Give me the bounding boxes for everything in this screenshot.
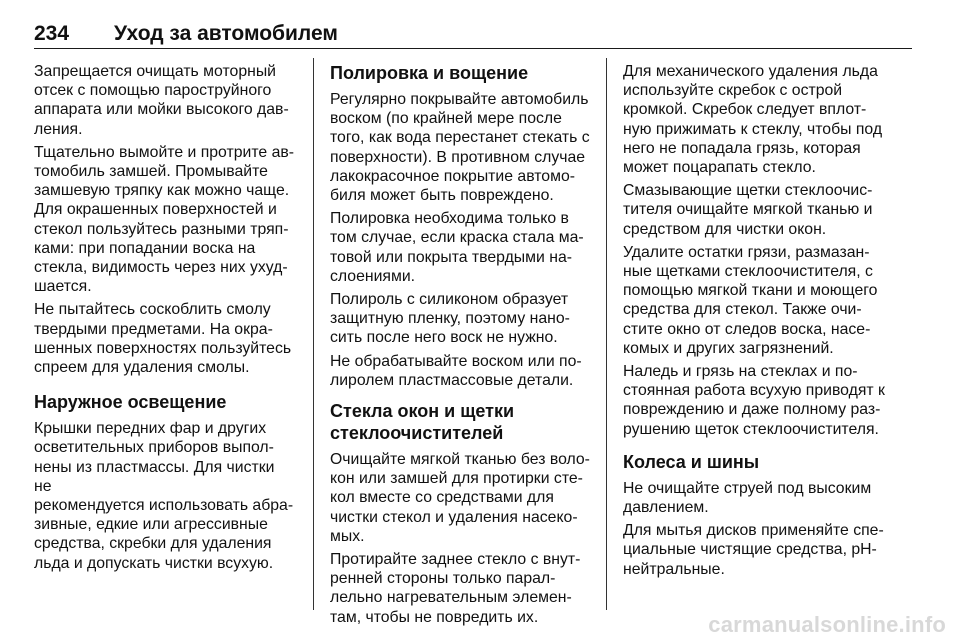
paragraph: Для механического удаления льда используйте скребок с острой кромкой. Скребок следует вплот- ную прижимать к стеклу, чтобы под него не попадала грязь, которая может поцарапать стекло.: [623, 63, 883, 177]
paragraph: Для мытья дисков применяйте спе- циальные чистящие средства, pH- нейтральные.: [623, 522, 884, 578]
watermark: carmanualsonline.info: [708, 612, 946, 637]
section-heading-exterior-lighting: Наружное освещение: [34, 392, 227, 413]
column-left: [34, 62, 296, 577]
paragraph: Смазывающие щетки стеклоочис- тителя очищайте мягкой тканью и средством для чистки окон.: [623, 182, 873, 238]
section-heading-wheels-tyres: Колеса и шины: [623, 451, 760, 472]
paragraph: Не очищайте струей под высоким давлением.: [623, 479, 872, 517]
paragraph: Очищайте мягкой тканью без воло- кон или замшей для протирки сте- кол вместе со средствами для чистки стекол и удаления насеко- мых.: [330, 451, 590, 545]
column-divider: [606, 58, 607, 610]
paragraph: Полироль с силиконом образует защитную пленку, поэтому нано- сить после него воск не нужно.: [330, 291, 570, 347]
paragraph: Удалите остатки грязи, размазан- ные щетками стеклоочистителя, с помощью мягкой ткани и моющего средства для стекол. Также очи- стите окно от следов воска, насе- комых и других загрязнений.: [623, 243, 878, 357]
section-heading-windows-wipers: Стекла окон и щетки стеклоочистителей: [330, 401, 515, 444]
paragraph: Регулярно покрывайте автомобиль воском (по крайней мере после того, как вода перестанет стекать с поверхности). В противном случае лакокрасочное покрытие автомо- биля может быть повреждено.: [330, 91, 590, 205]
page-header: [34, 14, 912, 49]
paragraph: Полировка необходима только в том случае, если краска стала ма- товой или покрыта твердыми на- слоениями.: [330, 210, 584, 285]
page-number: 234: [34, 22, 70, 45]
column-right: [623, 62, 888, 583]
running-title: Уход за автомобилем: [114, 22, 338, 45]
paragraph: Не обрабатывайте воском или по- лиролем пластмассовые детали.: [330, 352, 582, 389]
paragraph: Наледь и грязь на стеклах и по- стоянная работа всухую приводят к повреждению и даже полному раз- рушению щеток стеклоочистителя.: [623, 363, 885, 438]
paragraph: Запрещается очищать моторный отсек с помощью пароструйного аппарата или мойки высокого дав- ления.: [34, 63, 289, 138]
paragraph: Не пытайтесь соскоблить смолу твердыми предметами. На окра- шенных поверхностях пользуйтесь спреем для удаления смолы.: [34, 301, 292, 377]
column-divider: [313, 58, 314, 610]
paragraph: Протирайте заднее стекло с внут- ренней стороны только парал- лельно нагревательным элемен- там, чтобы не повредить их.: [330, 551, 581, 626]
section-heading-polishing: Полировка и вощение: [330, 63, 529, 83]
paragraph: Крышки передних фар и других осветительных приборов выпол- нены из пластмассы. Для чистки не рекомендуется использовать абра- зивные, едкие или агрессивные средства, скребки для удаления льда и допускать чистки всухую.: [34, 420, 294, 572]
column-middle: [330, 62, 596, 631]
paragraph: Тщательно вымойте и протрите ав- томобиль замшей. Промывайте замшевую тряпку как можно чаще. Для окрашенных поверхностей и стекол пользуйтесь разными тряп- ками: при попадании воска на стекла, видимость через них ухуд- шается.: [34, 143, 295, 296]
